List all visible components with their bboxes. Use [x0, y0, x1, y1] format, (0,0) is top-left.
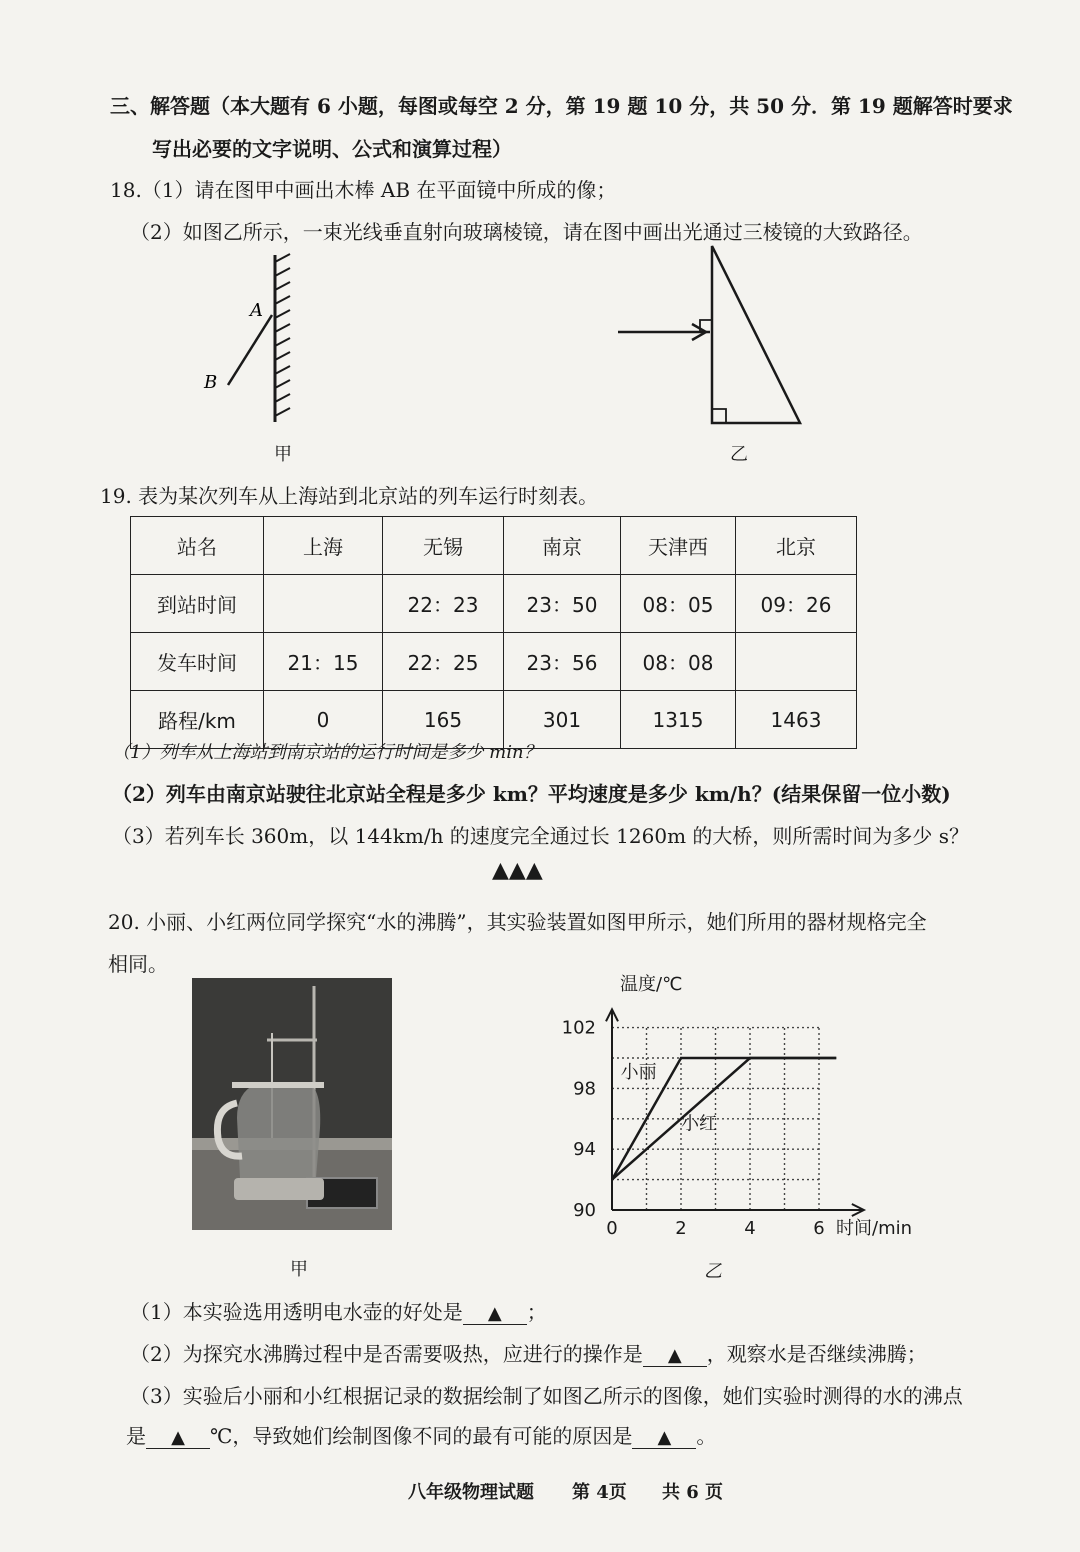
table-row [131, 575, 857, 633]
table-cell: 南京 [504, 517, 621, 575]
q18-part1: 18.（1）请在图甲中画出木棒 AB 在平面镜中所成的像； [110, 178, 617, 202]
y-tick-label: 90 [573, 1200, 596, 1221]
table-cell: 0 [264, 691, 383, 749]
mirror-figure [190, 250, 320, 430]
answer-blank-2[interactable] [643, 1342, 707, 1367]
table-cell: 23：56 [504, 633, 621, 691]
q19-sub1: （1）列车从上海站到南京站的运行时间是多少 min？ [112, 742, 542, 763]
prism-figure [610, 238, 820, 433]
series-label: 小丽 [620, 1061, 657, 1083]
q20-sub3-mid: ℃，导致她们绘制图像不同的最有可能的原因是 [210, 1424, 633, 1448]
x-tick-label: 0 [606, 1218, 618, 1239]
blank-mark: ▲ [487, 1303, 502, 1324]
point-b-label: B [204, 372, 218, 393]
q19-sub2: （2）列车由南京站驶往北京站全程是多少 km？平均速度是多少 km/h？(结果保留一位小数) [112, 782, 951, 806]
q19-intro: 19. 表为某次列车从上海站到北京站的列车运行时刻表。 [100, 484, 599, 508]
blank-mark: ▲ [171, 1427, 185, 1448]
y-tick-label: 94 [573, 1139, 596, 1161]
chart-caption: 乙 [704, 1261, 722, 1282]
table-cell: 08：05 [621, 575, 736, 633]
footer-subject: 八年级物理试题 [408, 1482, 534, 1503]
stick-ab [228, 315, 272, 385]
table-cell: 无锡 [383, 517, 504, 575]
q20-sub2-text: （2）为探究水沸腾过程中是否需要吸热，应进行的操作是 [130, 1342, 643, 1366]
q20-sub2 [130, 1338, 927, 1367]
q19-sub3: （3）若列车长 360m，以 144km/h 的速度完全通过长 1260m 的大桥，则所需时间为多少 s？ [112, 824, 970, 848]
table-cell: 上海 [264, 517, 383, 575]
q20-intro: 20. 小丽、小红两位同学探究“水的沸腾”，其实验装置如图甲所示，她们所用的器材规格完全 [108, 910, 927, 934]
chart-xlabel: 时间/min [836, 1218, 913, 1239]
point-a-label: A [250, 300, 263, 321]
footer-total: 共 6 页 [662, 1482, 724, 1503]
footer-page: 第 4页 [572, 1482, 627, 1503]
table-cell: 路程/km [131, 691, 264, 749]
temperature-chart [550, 960, 930, 1240]
table-cell: 22：25 [383, 633, 504, 691]
q20-sub3-pre: 是 [126, 1424, 146, 1448]
apparatus-photo [192, 978, 392, 1230]
table-cell: 08：08 [621, 633, 736, 691]
answer-blank-4[interactable] [632, 1424, 696, 1449]
table-cell [264, 575, 383, 633]
fig-a-caption: 甲 [274, 444, 292, 465]
table-cell: 1463 [736, 691, 857, 749]
q20-sub1-end: ； [526, 1300, 547, 1324]
y-tick-label: 98 [573, 1078, 596, 1100]
table-cell: 发车时间 [131, 633, 264, 691]
fig-b-caption: 乙 [730, 444, 748, 465]
q20-sub3-line1: （3）实验后小丽和小红根据记录的数据绘制了如图乙所示的图像，她们实验时测得的水的沸点 [130, 1384, 963, 1408]
section-title: 三、解答题（本大题有 6 小题，每图或每空 2 分，第 19 题 10 分，共 50 分．第 19 题解答时要求 [110, 94, 1013, 118]
right-angle-mark-base [712, 409, 726, 423]
blank-mark: ▲ [667, 1345, 682, 1366]
table-cell: 23：50 [504, 575, 621, 633]
photo-caption: 甲 [290, 1259, 308, 1280]
timetable [130, 516, 857, 749]
table-header-row [131, 517, 857, 575]
table-cell: 21：15 [264, 633, 383, 691]
table-row [131, 633, 857, 691]
q20-sub3-end: 。 [696, 1424, 717, 1448]
x-tick-label: 4 [744, 1218, 756, 1239]
table-cell [736, 633, 857, 691]
x-tick-label: 2 [675, 1218, 687, 1239]
chart-axes [606, 1009, 864, 1216]
q20-sub2-end: ，观察水是否继续沸腾； [706, 1342, 927, 1366]
answer-marks: ▲▲▲ [492, 858, 543, 883]
q20-sub3-line2 [126, 1420, 716, 1449]
answer-blank-1[interactable] [463, 1300, 527, 1325]
q20-intro-cont: 相同。 [108, 952, 168, 976]
table-cell: 站名 [131, 517, 264, 575]
prism-triangle [712, 246, 800, 423]
mirror-hatching [275, 254, 290, 416]
q18-part2: （2）如图乙所示，一束光线垂直射向玻璃棱镜，请在图中画出光通过三棱镜的大致路径。 [130, 220, 923, 244]
table-cell: 北京 [736, 517, 857, 575]
chart-ylabel: 温度/℃ [620, 974, 683, 995]
table-cell: 165 [383, 691, 504, 749]
q20-sub1 [130, 1296, 547, 1325]
table-cell: 1315 [621, 691, 736, 749]
table-cell: 09：26 [736, 575, 857, 633]
y-tick-label: 102 [561, 1017, 596, 1039]
series-label: 小红 [681, 1113, 717, 1135]
x-tick-label: 6 [813, 1218, 825, 1239]
answer-blank-3[interactable] [146, 1424, 210, 1449]
table-cell: 22：23 [383, 575, 504, 633]
table-cell: 天津西 [621, 517, 736, 575]
q20-sub1-text: （1）本实验选用透明电水壶的好处是 [130, 1300, 463, 1324]
table-cell: 到站时间 [131, 575, 264, 633]
table-cell: 301 [504, 691, 621, 749]
blank-mark: ▲ [657, 1427, 672, 1448]
section-title-cont: 写出必要的文字说明、公式和演算过程） [152, 137, 512, 161]
